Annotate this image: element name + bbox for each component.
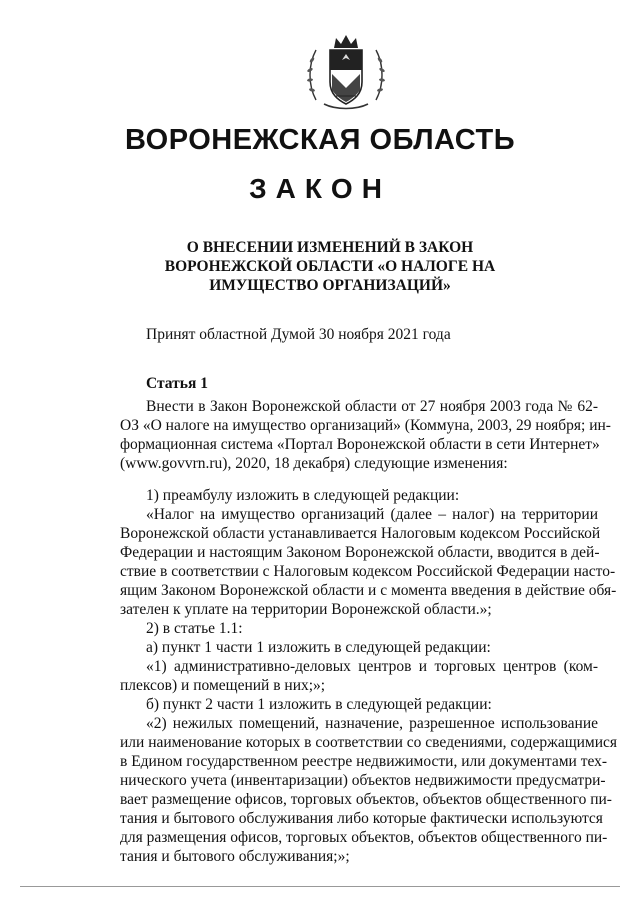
text-line: тания и бытового обслуживания либо которые фактически используются bbox=[120, 810, 603, 827]
adoption-date: Принят областной Думой 30 ноября 2021 года bbox=[146, 326, 451, 343]
text-line: Воронежской области устанавливается Налоговым кодексом Российской bbox=[120, 525, 601, 542]
text-line: (www.govvrn.ru), 2020, 18 декабря) следующие изменения: bbox=[120, 455, 508, 472]
text-line: «1) административно-деловых центров и торговых центров (ком- bbox=[146, 658, 598, 675]
text-line: Федерации и настоящим Законом Воронежской области, вводится в дей- bbox=[120, 544, 600, 561]
text-line: зателен к уплате на территории Воронежской области.»; bbox=[120, 601, 492, 618]
text-line: ОЗ «О налоге на имущество организаций» (Коммуна, 2003, 29 ноября; ин- bbox=[120, 417, 611, 434]
article-heading: Статья 1 bbox=[146, 375, 208, 392]
text-line: 2) в статье 1.1: bbox=[146, 620, 243, 637]
law-title-line: О ВНЕСЕНИИ ИЗМЕНЕНИЙ В ЗАКОН bbox=[186, 239, 474, 256]
coat-of-arms-emblem bbox=[302, 30, 390, 110]
text-line: «2) нежилых помещений, назначение, разрешенное использование bbox=[146, 715, 598, 732]
text-line: ствие в соответствии с Налоговым кодексом Российской Федерации насто- bbox=[120, 563, 616, 580]
text-line: тания и бытового обслуживания;»; bbox=[120, 848, 350, 865]
text-line: а) пункт 1 части 1 изложить в следующей редакции: bbox=[146, 639, 491, 656]
text-line: нического учета (инвентаризации) объектов недвижимости предусматри- bbox=[120, 772, 606, 789]
law-title bbox=[120, 238, 540, 295]
article-intro bbox=[120, 397, 611, 473]
region-title: ВОРОНЕЖСКАЯ ОБЛАСТЬ bbox=[124, 124, 516, 156]
text-line: формационная система «Портал Воронежской области в сети Интернет» bbox=[120, 436, 600, 453]
law-title-line: ВОРОНЕЖСКОЙ ОБЛАСТИ «О НАЛОГЕ НА bbox=[164, 258, 496, 275]
text-line: 1) преамбулу изложить в следующей редакции: bbox=[146, 487, 460, 504]
text-line: или наименование которых в соответствии со сведениями, содержащимися bbox=[120, 734, 618, 751]
text-line: ящим Законом Воронежской области и с момента введения в действие обя- bbox=[120, 582, 617, 599]
text-line: б) пункт 2 части 1 изложить в следующей редакции: bbox=[146, 696, 492, 713]
text-line: в Едином государственном реестре недвижимости, или документами тех- bbox=[120, 753, 608, 770]
law-title-line: ИМУЩЕСТВО ОРГАНИЗАЦИЙ» bbox=[209, 277, 451, 294]
text-line: вает размещение офисов, торговых объектов, объектов общественного пи- bbox=[120, 791, 612, 808]
page-bottom-rule bbox=[20, 886, 620, 887]
article-body bbox=[120, 486, 618, 866]
law-heading: ЗАКОН bbox=[249, 173, 391, 204]
text-line: для размещения офисов, торговых объектов, объектов общественного пи- bbox=[120, 829, 608, 846]
text-line: Внести в Закон Воронежской области от 27 ноября 2003 года № 62- bbox=[146, 398, 598, 415]
text-line: плексов) и помещений в них;»; bbox=[120, 677, 326, 694]
text-line: «Налог на имущество организаций (далее – налог) на территории bbox=[146, 506, 598, 523]
